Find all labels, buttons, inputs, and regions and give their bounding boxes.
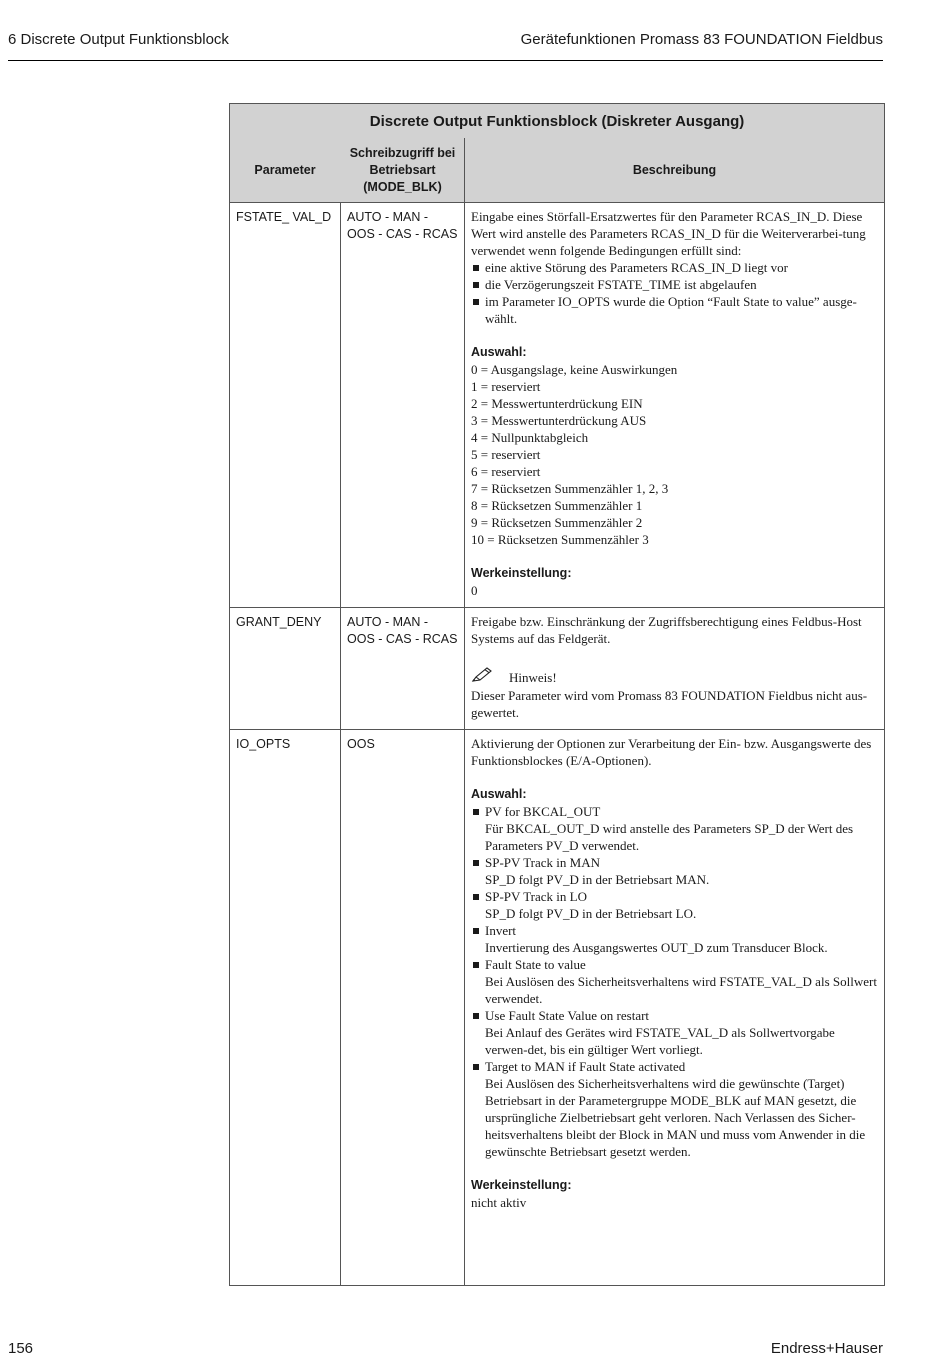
list-item [471, 854, 878, 888]
default-label: Werkeinstellung: [471, 1178, 572, 1192]
option-text: Für BKCAL_OUT_D wird anstelle des Parameters SP_D der Wert des Parameters PV_D verwendet. [485, 821, 854, 853]
list-item: im Parameter IO_OPTS wurde die Option “Fault State to value” ausge-wählt. [471, 293, 878, 327]
option-text: SP_D folgt PV_D in der Betriebsart MAN. [485, 872, 710, 887]
note-text: Dieser Parameter wird vom Promass 83 FOUNDATION Fieldbus nicht aus-gewertet. [471, 688, 868, 720]
write-access-mode: AUTO - MAN - OOS - CAS - RCAS [341, 608, 465, 730]
selection-label: Auswahl: [471, 345, 527, 359]
option-text: SP_D folgt PV_D in der Betriebsart LO. [485, 906, 697, 921]
page-number: 156 [8, 1340, 34, 1357]
table-row [230, 730, 885, 1286]
choice-item: 4 = Nullpunktabgleich [471, 430, 589, 445]
parameter-name: IO_OPTS [230, 730, 341, 1286]
option-title: Target to MAN if Fault State activated [485, 1059, 686, 1074]
option-title: PV for BKCAL_OUT [485, 804, 601, 819]
option-title: Invert [485, 923, 517, 938]
column-header-parameter: Parameter [230, 138, 341, 203]
option-title: Use Fault State Value on restart [485, 1008, 650, 1023]
option-title: Fault State to value [485, 957, 586, 972]
choice-item: 5 = reserviert [471, 447, 541, 462]
list-item [471, 1058, 878, 1160]
option-list [471, 803, 878, 1160]
list-item [471, 956, 878, 1007]
list-item: eine aktive Störung des Parameters RCAS_IN_D liegt vor [471, 259, 878, 276]
parameter-table [229, 103, 885, 1286]
list-item [471, 888, 878, 922]
choice-item: 3 = Messwertunterdrückung AUS [471, 413, 647, 428]
parameter-name: GRANT_DENY [230, 608, 341, 730]
condition-list [471, 259, 878, 327]
choice-item: 7 = Rücksetzen Summenzähler 1, 2, 3 [471, 481, 669, 496]
option-title: SP-PV Track in LO [485, 889, 587, 904]
selection-label: Auswahl: [471, 787, 527, 801]
choice-item: 1 = reserviert [471, 379, 541, 394]
description-intro: Freigabe bzw. Einschränkung der Zugriffsberechtigung eines Feldbus-Host Systems auf das Feldgerät. [471, 614, 862, 646]
note-label: Hinweis! [509, 669, 557, 685]
list-item [471, 1007, 878, 1058]
description-intro: Aktivierung der Optionen zur Verarbeitung der Ein- bzw. Ausgangswerte des Funktionsblockes (E/A-Optionen). [471, 736, 872, 768]
table-row [230, 608, 885, 730]
brand-name: Endress+Hauser [770, 1340, 883, 1357]
parameter-description [465, 730, 885, 1286]
pencil-note-icon [471, 667, 497, 687]
list-item: die Verzögerungszeit FSTATE_TIME ist abgelaufen [471, 276, 878, 293]
parameter-description [465, 203, 885, 608]
note-block [471, 667, 878, 687]
list-item [471, 922, 878, 956]
choice-item: 0 = Ausgangslage, keine Auswirkungen [471, 362, 678, 377]
option-text: Bei Anlauf des Gerätes wird FSTATE_VAL_D als Sollwertvorgabe verwen-det, bis ein gültiger Wert vorliegt. [485, 1025, 835, 1057]
default-value: nicht aktiv [471, 1195, 527, 1210]
choice-item: 6 = reserviert [471, 464, 541, 479]
running-header-chapter: 6 Discrete Output Funktionsblock [8, 31, 229, 48]
table-title-row [230, 104, 885, 139]
list-item [471, 803, 878, 854]
option-text: Invertierung des Ausgangswertes OUT_D zum Transducer Block. [485, 940, 828, 955]
option-text: Bei Auslösen des Sicherheitsverhaltens wird FSTATE_VAL_D als Sollwert verwendet. [485, 974, 877, 1006]
parameter-description [465, 608, 885, 730]
write-access-mode: OOS [341, 730, 465, 1286]
column-header-description: Beschreibung [465, 138, 885, 203]
choice-item: 9 = Rücksetzen Summenzähler 2 [471, 515, 643, 530]
description-intro: Eingabe eines Störfall-Ersatzwertes für den Parameter RCAS_IN_D. Diese Wert wird anstelle des Parameters RCAS_IN_D für die Weiterverarbei-tung verwendet wenn folgende Bedingungen erfüllt sind: [471, 209, 866, 258]
choice-item: 2 = Messwertunterdrückung EIN [471, 396, 643, 411]
write-access-mode: AUTO - MAN - OOS - CAS - RCAS [341, 203, 465, 608]
option-title: SP-PV Track in MAN [485, 855, 600, 870]
choice-item: 10 = Rücksetzen Summenzähler 3 [471, 532, 649, 547]
parameter-name: FSTATE_ VAL_D [230, 203, 341, 608]
column-header-mode: Schreibzugriff bei Betriebsart (MODE_BLK) [341, 138, 465, 203]
header-divider [8, 60, 883, 61]
running-header-title: Gerätefunktionen Promass 83 FOUNDATION Fieldbus [520, 31, 883, 48]
choice-item: 8 = Rücksetzen Summenzähler 1 [471, 498, 643, 513]
default-value: 0 [471, 583, 478, 598]
table-header-row [230, 138, 885, 203]
table-title: Discrete Output Funktionsblock (Diskreter Ausgang) [230, 104, 885, 139]
default-label: Werkeinstellung: [471, 566, 572, 580]
table-row [230, 203, 885, 608]
option-text: Bei Auslösen des Sicherheitsverhaltens wird die gewünschte (Target) Betriebsart in der Parametergruppe MODE_BLK auf MAN gesetzt, die ursprüngliche Zielbetriebsart geht verloren. Nach Verlassen des Sicher-heitsverhaltens bleibt der Block in MAN und muss vom Anwender in die gewünschte Betriebsart gesetzt werden. [485, 1076, 866, 1159]
